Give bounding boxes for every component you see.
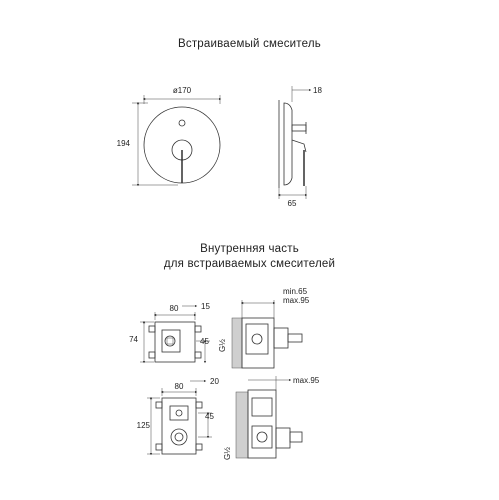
inner-part-2-front (137, 377, 220, 454)
h-offset-label-1: 45 (200, 337, 209, 346)
width-label-1: 80 (169, 304, 179, 313)
h-offset-label-2: 45 (205, 412, 214, 421)
width-label-2: 80 (174, 382, 184, 391)
wall-section-1 (232, 318, 242, 368)
inner-part-title-line1: Внутренняя часть (200, 243, 299, 255)
thread-label-1: G½ (218, 339, 227, 352)
mixer-title: Встраиваемый смеситель (178, 38, 321, 50)
mixer-front-view (117, 86, 220, 185)
inner-part-title-line2: для встраиваемых смесителей (163, 258, 336, 270)
wall-section-2 (236, 392, 248, 458)
inner-part-2-side (223, 376, 320, 460)
thread-label-2: G½ (223, 447, 232, 460)
cover-plate-profile (284, 103, 292, 185)
inner-part-1-side (218, 287, 310, 368)
diameter-label: ø170 (172, 86, 192, 95)
depth-bottom-label: 65 (287, 199, 297, 208)
inner-part-1-front (129, 302, 210, 362)
depth-top-label: 18 (313, 86, 322, 95)
offset-label-1: 15 (201, 302, 210, 311)
mixer-side-view (279, 86, 322, 208)
offset-label-2: 20 (210, 377, 219, 386)
diverter-knob-side (292, 125, 306, 131)
height-label: 194 (116, 139, 130, 148)
max-label-1: max.95 (283, 296, 310, 305)
max-label-2: max.95 (293, 376, 320, 385)
min-label-1: min.65 (283, 287, 308, 296)
height-label-2: 125 (136, 421, 150, 430)
diverter-button (179, 120, 185, 126)
height-label-1: 74 (129, 335, 138, 344)
